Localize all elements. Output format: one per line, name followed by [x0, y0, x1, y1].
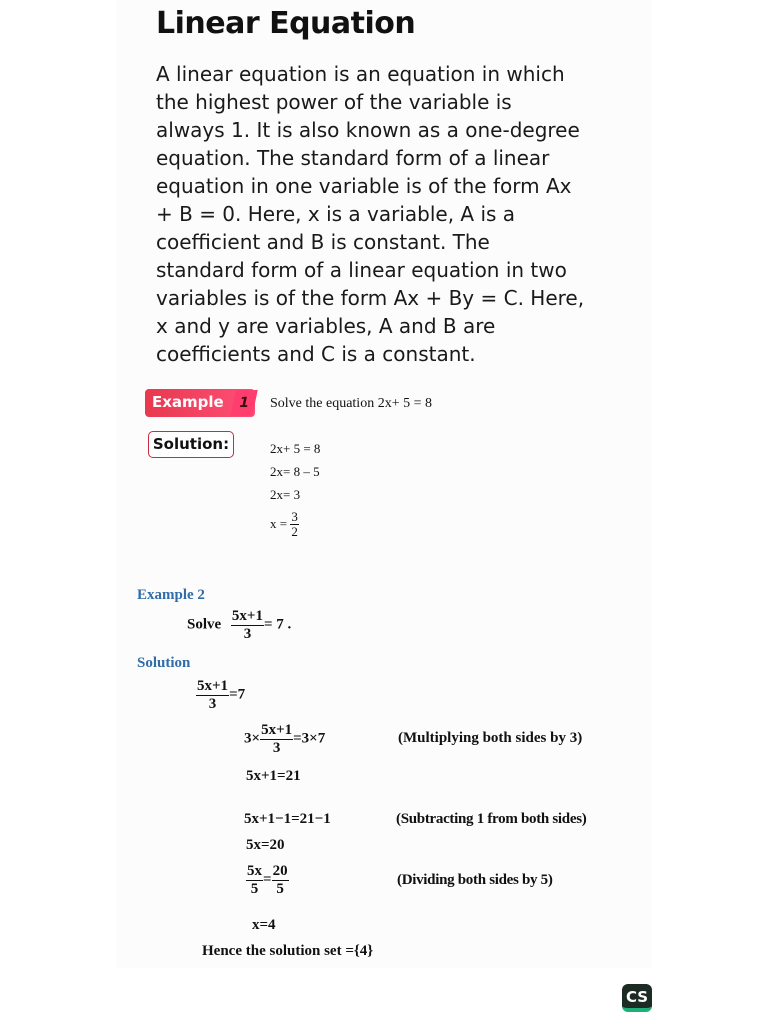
- intro-line: A linear equation is an equation in which: [156, 62, 565, 86]
- example-1-step: 2x= 8 – 5: [270, 464, 320, 479]
- fraction: [196, 678, 229, 712]
- step-4: 5x+1−1=21−1: [244, 811, 331, 827]
- example-1-step: 2x+ 5 = 8: [270, 441, 321, 456]
- fraction: [246, 863, 263, 897]
- intro-line: coefficient and B is constant. The: [156, 230, 490, 254]
- fraction-denominator: 3: [243, 625, 252, 642]
- step-7: x=4: [252, 917, 276, 933]
- example-1-question: Solve the equation 2x+ 5 = 8: [270, 396, 432, 411]
- fraction-denominator: 3: [272, 739, 281, 756]
- intro-line: x and y are variables, A and B are: [156, 314, 496, 338]
- fraction-numerator: 3: [291, 509, 298, 524]
- intro-paragraph: [156, 60, 616, 368]
- fraction-numerator: 5x+1: [261, 722, 293, 738]
- fraction-denominator: 2: [291, 524, 298, 540]
- step-3: 5x+1=21: [246, 768, 301, 784]
- step-2-note: (Multiplying both sides by 3): [398, 730, 583, 746]
- solution-label: Solution:: [148, 431, 234, 458]
- step-5: 5x=20: [246, 837, 285, 853]
- intro-line: standard form of a linear equation in two: [156, 258, 567, 282]
- fraction: [260, 722, 293, 756]
- example-badge-label: Example: [152, 393, 224, 411]
- fraction-denominator: 3: [208, 695, 217, 712]
- fraction-denominator: 5: [250, 880, 259, 897]
- intro-line: equation. The standard form of a linear: [156, 146, 550, 170]
- step-1: [196, 678, 245, 712]
- intro-line: the highest power of the variable is: [156, 90, 512, 114]
- problem-rhs: = 7 .: [263, 616, 292, 633]
- fraction-numerator: 5x: [247, 863, 262, 879]
- fraction: [290, 510, 299, 540]
- example-2-heading: Example 2: [137, 587, 205, 603]
- example-1-step: 2x= 3: [270, 487, 301, 502]
- example-1-badge: [145, 389, 255, 417]
- intro-line: coefficients and C is a constant.: [156, 342, 476, 366]
- fraction: [272, 863, 289, 897]
- final-lhs: x =: [270, 515, 288, 531]
- fraction-numerator: 5x+1: [197, 678, 229, 694]
- example-2-problem: [187, 608, 291, 642]
- solve-label: Solve: [187, 616, 222, 633]
- example-1-final: [270, 510, 299, 540]
- step-2: [244, 722, 325, 756]
- camscanner-logo-icon: CS: [622, 984, 652, 1012]
- intro-line: always 1. It is also known as a one-degree: [156, 118, 580, 142]
- step-rhs: =7: [229, 686, 246, 703]
- step-6-note: (Dividing both sides by 5): [397, 872, 553, 888]
- fraction-denominator: 5: [276, 880, 284, 897]
- conclusion: Hence the solution set ={4}: [202, 943, 374, 959]
- equals-sign: =: [263, 871, 272, 888]
- intro-line: variables is of the form Ax + By = C. Here,: [156, 286, 585, 310]
- step-6: [246, 863, 289, 897]
- step-rhs: =3×7: [293, 730, 326, 747]
- page-title: Linear Equation: [156, 6, 416, 41]
- fraction-numerator: 20: [272, 863, 288, 879]
- fraction-numerator: 5x+1: [231, 608, 263, 624]
- step-4-note: (Subtracting 1 from both sides): [396, 811, 587, 827]
- intro-line: + B = 0. Here, x is a variable, A is a: [156, 202, 516, 226]
- fraction: [231, 608, 264, 642]
- example-badge-number: 1: [230, 390, 258, 416]
- intro-line: equation in one variable is of the form Ax: [156, 174, 572, 198]
- step-lhs: 3×: [244, 730, 261, 747]
- example-2-solution-heading: Solution: [137, 655, 191, 671]
